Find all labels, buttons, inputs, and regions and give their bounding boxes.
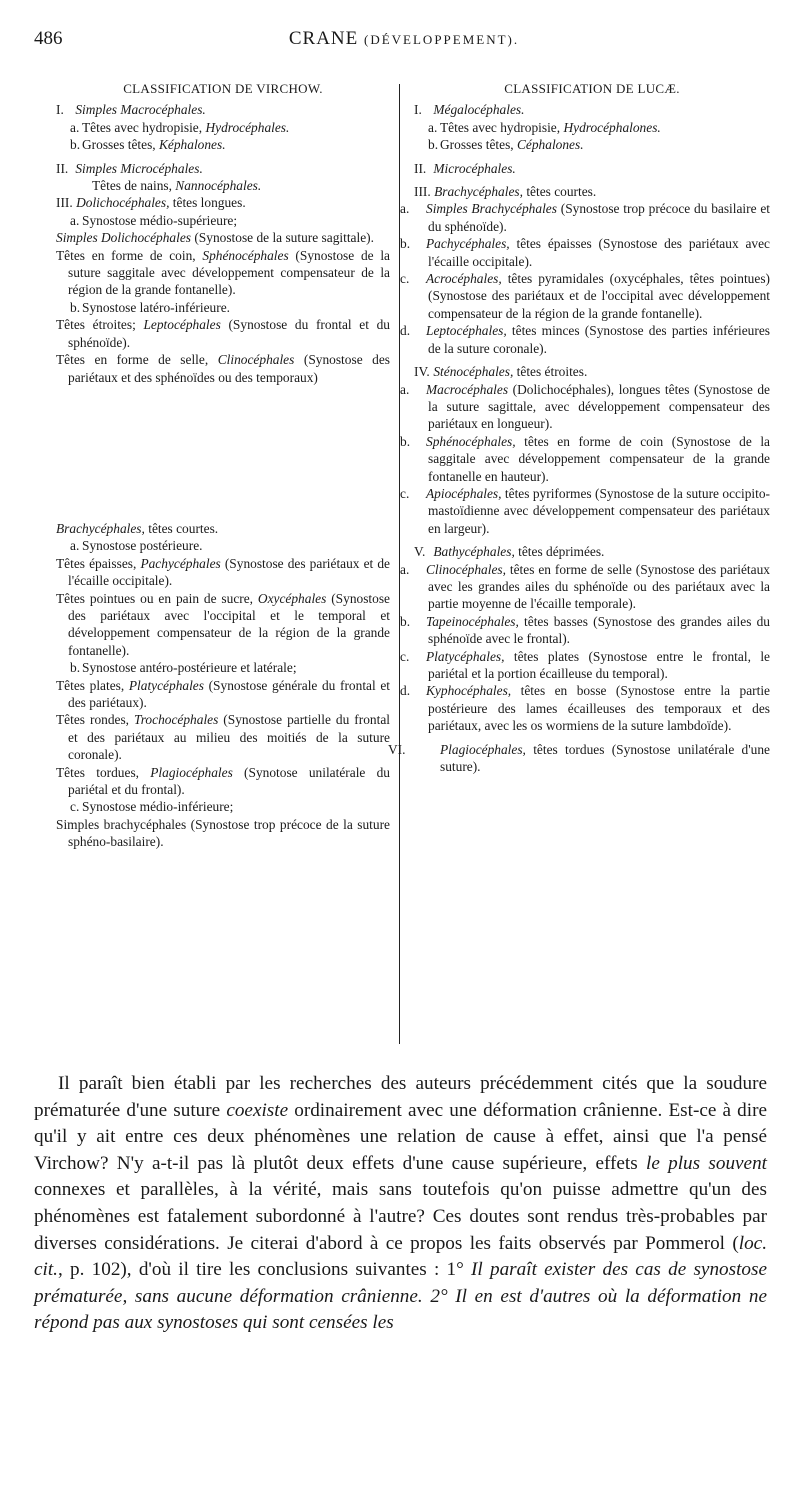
- virchow-s4-a-p1: Têtes épaisses, Pachycéphales (Synostose des pariétaux et de l'écaille occipitale).: [56, 555, 391, 589]
- lucae-s1-b: b. Grosses têtes, Céphalones.: [428, 137, 584, 153]
- virchow-s3-b-p1: Têtes étroites; Leptocéphales (Synostose du frontal et du sphénoïde).: [56, 317, 391, 350]
- virchow-section-4: Brachycéphales, têtes courtes.: [56, 520, 219, 536]
- lucae-section-4: IV. Sténocéphales, têtes étroites.: [414, 364, 588, 380]
- lucae-section-6: VI. Plagiocéphales, têtes tordues (Synostose unilatérale d'une suture).: [388, 741, 770, 775]
- virchow-s4-b-p1: Têtes plates, Platycéphales (Synostose générale du frontal et des pariétaux).: [56, 677, 391, 710]
- lucae-s5-d: d. Kyphocéphales, têtes en bosse (Synostose entre la partie postérieure des lames écailleuses des temporaux et des pariétaux, avec les os wormiens de la suture lambdoïde).: [400, 683, 770, 734]
- lucae-s3-d: d. Leptocéphales, têtes minces (Synostose des parties inférieures de la suture coronale).: [400, 323, 770, 356]
- lucae-s3-a: a. Simples Brachycéphales (Synostose trop précoce du basilaire et du sphénoïde).: [400, 201, 770, 234]
- body-text: Il paraît bien établi par les recherches des auteurs précédemment cités que la soudure prématurée d'une suture coexiste ordinairement avec une déformation crânienne. Est-ce à dire qu'il y ait entre ces deux phénomènes une relation de cause à effet, ainsi que l'a pensé Virchow? N'y a-t-il pas là plutôt deux effets d'une cause supérieure, effets le plus souvent connexes et parallèles, à la vérité, mais sans toutefois qu'on puisse admettre qu'un des phénomènes est fatalement subordonné à l'autre? Ces doutes sont rendus très-probables par diverses considérations. Je citerai d'abord à ce propos les faits observés par Pommerol (loc. cit., p. 102), d'où il tire les conclusions suivantes : 1° Il paraît exister des cas de synostose prématurée, sans aucune déformation crânienne. 2° Il en est d'autres où la déformation ne répond pas aux synostoses qui sont censées les: [34, 1073, 768, 1334]
- running-title: [34, 28, 774, 50]
- lucae-s3-c: c. Acrocéphales, têtes pyramidales (oxycéphales, têtes pointues) (Synostose des pariétaux et de l'occipital avec développement compensateur de la région de la grande fontanelle).: [400, 271, 770, 321]
- virchow-classification: [56, 80, 390, 851]
- virchow-s4-a-p2: Têtes pointues ou en pain de sucre, Oxycéphales (Synostose des pariétaux avec l'occipital et le temporal et développement compensateur de la région de la grande fontanelle).: [56, 590, 390, 658]
- virchow-section-2: II. Simples Microcéphales.: [56, 160, 203, 176]
- virchow-s3-a: a. Synostose médio-supérieure;: [70, 212, 238, 228]
- lucae-s3-b: b. Pachycéphales, têtes épaisses (Synostose des pariétaux avec l'écaille occipitale).: [400, 236, 770, 269]
- virchow-s1-a: a. Têtes avec hydropisie, Hydrocéphales.: [70, 119, 290, 135]
- virchow-s3-b: b. Synostose latéro-inférieure.: [70, 299, 230, 315]
- lucae-classification: [388, 80, 770, 775]
- lucae-section-3: III. Brachycéphales, têtes courtes.: [414, 184, 597, 200]
- lucae-s4-a: a. Macrocéphales (Dolichocéphales), longues têtes (Synostose de la suture sagittale, avec développement compensateur des pariétaux en longueur).: [400, 381, 770, 432]
- virchow-s1-b: b. Grosses têtes, Képhalones.: [70, 137, 226, 153]
- virchow-s4-c-p1: Simples brachycéphales (Synostose trop précoce de la suture sphéno-basilaire).: [56, 816, 390, 850]
- lucae-s4-c: c. Apiocéphales, têtes pyriformes (Synostose de la suture occipito-mastoïdienne avec développement compensateur des pariétaux en largeur).: [400, 485, 770, 536]
- body-paragraph: [34, 1071, 767, 1337]
- lucae-s5-c: c. Platycéphales, têtes plates (Synostose entre le frontal, le pariétal et la portion écailleuse du temporal).: [400, 648, 770, 681]
- virchow-s4-a: a. Synostose postérieure.: [70, 538, 203, 554]
- running-title-sub: (DÉVELOPPEMENT).: [364, 32, 520, 47]
- lucae-section-2: II. Microcéphales.: [414, 160, 516, 176]
- lucae-s5-b: b. Tapeinocéphales, têtes basses (Synostose des grandes ailes du sphénoïde avec le frontal).: [400, 613, 770, 647]
- lucae-section-5: V. Bathycéphales, têtes déprimées.: [414, 544, 605, 560]
- lucae-s5-a: a. Clinocéphales, têtes en forme de selle (Synostose des pariétaux avec les grandes ailes du sphénoïde ou des pariétaux avec la partie moyenne de l'écaille temporale).: [400, 561, 770, 612]
- virchow-s3-a-p2: Têtes en forme de coin, Sphénocéphales (Synostose de la suture saggitale avec développement compensateur de la région de la grande fontanelle).: [56, 247, 390, 298]
- virchow-s4-b-p3: Têtes tordues, Plagiocéphales (Synotose unilatérale du pariétal et du frontal).: [56, 764, 390, 797]
- virchow-s2-desc: Têtes de nains, Nannocéphales.: [92, 178, 262, 194]
- virchow-title: CLASSIFICATION DE VIRCHOW.: [123, 81, 323, 96]
- virchow-s4-b-p2: Têtes rondes, Trochocéphales (Synostose partielle du frontal et des pariétaux au milieu des moitiés de la suture coronale).: [56, 712, 390, 763]
- virchow-s3-a-p1: Simples Dolichocéphales (Synostose de la suture sagittale).: [56, 230, 374, 246]
- virchow-s3-b-p2: Têtes en forme de selle, Clinocéphales (Synostose des pariétaux et des sphénoïdes ou des temporaux): [56, 352, 390, 385]
- lucae-title: CLASSIFICATION DE LUCÆ.: [504, 81, 680, 96]
- lucae-s4-b: b. Sphénocéphales, têtes en forme de coin (Synostose de la saggitale avec développement compensateur de la grande fontanelle en hauteur).: [400, 433, 770, 484]
- virchow-section-3: III. Dolichocéphales, têtes longues.: [56, 195, 246, 211]
- lucae-s1-a: a. Têtes avec hydropisie, Hydrocéphalones.: [428, 119, 661, 135]
- running-title-main: CRANE: [288, 28, 359, 49]
- running-header: [34, 28, 774, 58]
- lucae-section-1: I. Mégalocéphales.: [414, 102, 525, 118]
- virchow-s4-b: b. Synostose antéro-postérieure et latérale;: [70, 660, 297, 676]
- page-number: 486: [34, 28, 63, 49]
- virchow-s4-c: c. Synostose médio-inférieure;: [70, 799, 234, 815]
- virchow-section-1: I. Simples Macrocéphales.: [56, 102, 206, 118]
